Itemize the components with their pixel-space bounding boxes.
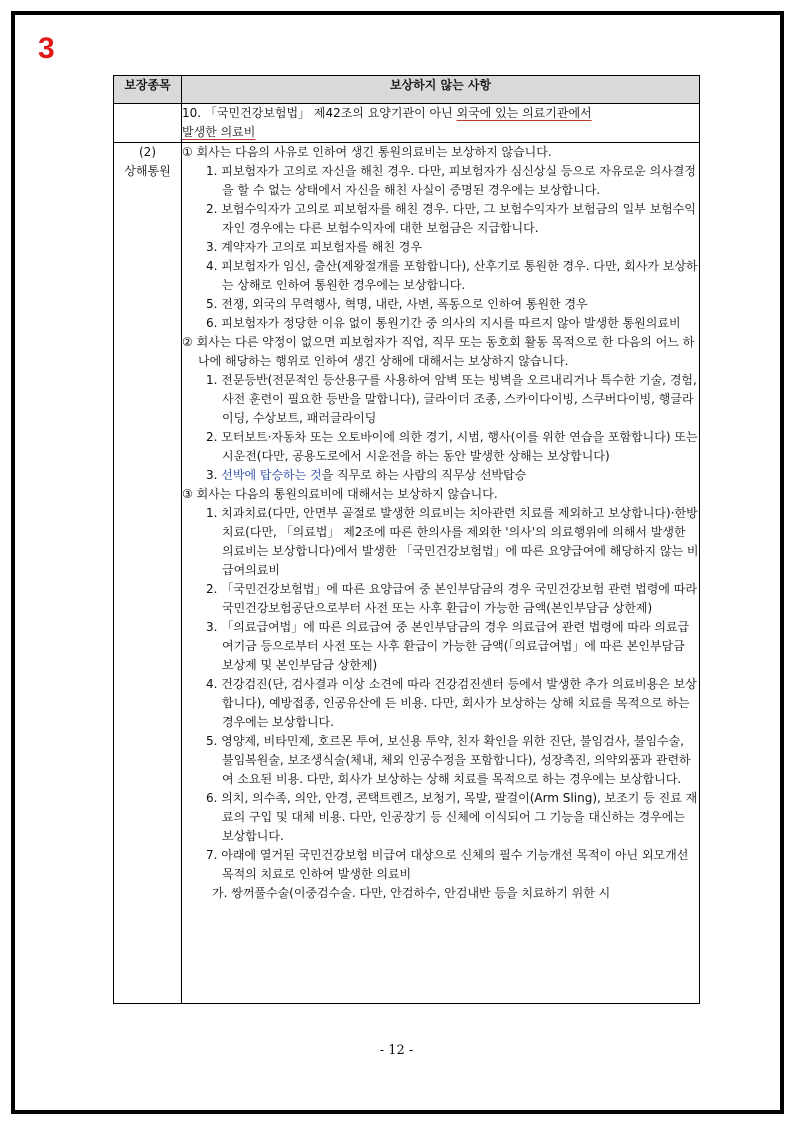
category-number: (2) [139, 145, 156, 159]
exclusions-cell [182, 143, 700, 1004]
list-item: 5. 영양제, 비타민제, 호르몬 투여, 보신용 투약, 친자 확인을 위한 진단, 불임검사, 불임수술, 불임복원술, 보조생식술(체내, 체외 인공수정을 포함합니다), 성장촉진, 의약외품과 관련하여 소요된 비용. 다만, 회사가 보상하는 상해 치료를 목적으로 하는 경우에는 보상합니다. [206, 734, 691, 786]
list-item: 2. 보험수익자가 고의로 피보험자를 해친 경우. 다만, 그 보험수익자가 보험금의 일부 보험수익자인 경우에는 다른 보험수익자에 대한 보험금은 지급합니다. [206, 202, 696, 235]
item-number: 3. [206, 468, 222, 482]
empty-category-cell [114, 104, 182, 143]
header-coverage-type: 보장종목 [114, 76, 182, 104]
category-cell [114, 143, 182, 1004]
list-item: 3. 계약자가 고의로 피보험자를 해친 경우 [206, 240, 422, 254]
list-item: 4. 건강검진(단, 검사결과 이상 소견에 따라 건강검진센터 등에서 발생한 추가 의료비용은 보상합니다), 예방접종, 인공유산에 든 비용. 다만, 회사가 보상하는 상해 치료를 목적으로 하는 경우에는 보상합니다. [206, 677, 697, 729]
table-row [114, 143, 700, 1004]
category-name: 상해통원 [124, 164, 171, 178]
highlighted-text: 선박에 탑승하는 것 [221, 468, 322, 482]
foreign-medical-item [182, 104, 700, 143]
header-exclusions: 보상하지 않는 사항 [182, 76, 700, 104]
table-header-row [114, 76, 700, 104]
list-item: 6. 의치, 의수족, 의안, 안경, 콘택트렌즈, 보청기, 목발, 팔걸이(Arm Sling), 보조기 등 진료 재료의 구입 및 대체 비용. 다만, 인공장기 등 신체에 이식되어 그 기능을 대신하는 경우에는 보상합니다. [206, 791, 698, 843]
page-footer-number: - 12 - [379, 1043, 414, 1058]
table-row [114, 104, 700, 143]
list-item [186, 466, 699, 485]
list-item: 2. 「국민건강보험법」에 따른 요양급여 중 본인부담금의 경우 국민건강보험 관련 법령에 따라 국민건강보험공단으로부터 사전 또는 사후 환급이 가능한 금액(본인부담금 상한제) [206, 582, 697, 615]
page-number-mark: 3 [38, 32, 55, 65]
underlined-text: 발생한 의료비 [182, 125, 256, 139]
list-item: 1. 전문등반(전문적인 등산용구를 사용하여 암벽 또는 빙벽을 오르내리거나 특수한 기술, 경험, 사전 훈련이 필요한 등반을 말합니다), 글라이더 조종, 스카이다이빙, 스쿠버다이빙, 행글라이딩, 수상보트, 패러글라이딩 [206, 373, 697, 425]
coverage-table [113, 75, 700, 1004]
list-item: 1. 치과치료(다만, 안면부 골절로 발생한 의료비는 치아관련 치료를 제외하고 보상합니다)·한방치료(다만, 「의료법」 제2조에 따른 한의사를 제외한 '의사'의 의료행위에 의해서 발생한 의료비는 보상합니다)에서 발생한 「국민건강보험법」에 따른 요양급여에 해당하지 않는 비급여의료비 [206, 506, 699, 577]
section-2-title: ② 회사는 다른 약정이 없으면 피보험자가 직업, 직무 또는 동호회 활동 목적으로 한 다음의 어느 하나에 해당하는 행위로 인하여 생긴 상해에 대해서는 보상하지 않습니다. [182, 335, 695, 368]
list-item: 4. 피보험자가 임신, 출산(제왕절개를 포함합니다), 산후기로 통원한 경우. 다만, 회사가 보상하는 상해로 인하여 통원한 경우에는 보상합니다. [206, 259, 698, 292]
item-text: 을 직무로 하는 사람의 직무상 선박탑승 [321, 468, 527, 482]
list-item: 3. 「의료급여법」에 따른 의료급여 중 본인부담금의 경우 의료급여 관련 법령에 따라 의료급여기금 등으로부터 사전 또는 사후 환급이 가능한 금액(「의료급여법」에 따른 본인부담금 보상제 및 본인부담금 상한제) [206, 620, 690, 672]
list-item: 2. 모터보트·자동차 또는 오토바이에 의한 경기, 시범, 행사(이를 위한 연습을 포함합니다) 또는 시운전(다만, 공용도로에서 시운전을 하는 동안 발생한 상해는 보상합니다) [206, 430, 698, 463]
section-3-title: ③ 회사는 다음의 통원의료비에 대해서는 보상하지 않습니다. [182, 487, 498, 501]
list-item: 6. 피보험자가 정당한 이유 없이 통원기간 중 의사의 지시를 따르지 않아 발생한 통원의료비 [206, 316, 681, 330]
sub-list-item: 가. 쌍꺼풀수술(이중검수술. 다만, 안검하수, 안검내반 등을 치료하기 위한 시 [212, 886, 611, 900]
list-item: 1. 피보험자가 고의로 자신을 해친 경우. 다만, 피보험자가 심신상실 등으로 자유로운 의사결정을 할 수 없는 상태에서 자신을 해친 사실이 증명된 경우에는 보상합니다. [206, 164, 696, 197]
list-item: 7. 아래에 열거된 국민건강보험 비급여 대상으로 신체의 필수 기능개선 목적이 아닌 외모개선 목적의 치료로 인하여 발생한 의료비 [206, 848, 689, 881]
list-item: 5. 전쟁, 외국의 무력행사, 혁명, 내란, 사변, 폭동으로 인하여 통원한 경우 [206, 297, 588, 311]
section-1-title: ① 회사는 다음의 사유로 인하여 생긴 통원의료비는 보상하지 않습니다. [182, 145, 552, 159]
item-text: 10. 「국민건강보험법」 제42조의 요양기관이 아닌 [182, 106, 457, 120]
underlined-text: 외국에 있는 의료기관에서 [456, 106, 592, 120]
